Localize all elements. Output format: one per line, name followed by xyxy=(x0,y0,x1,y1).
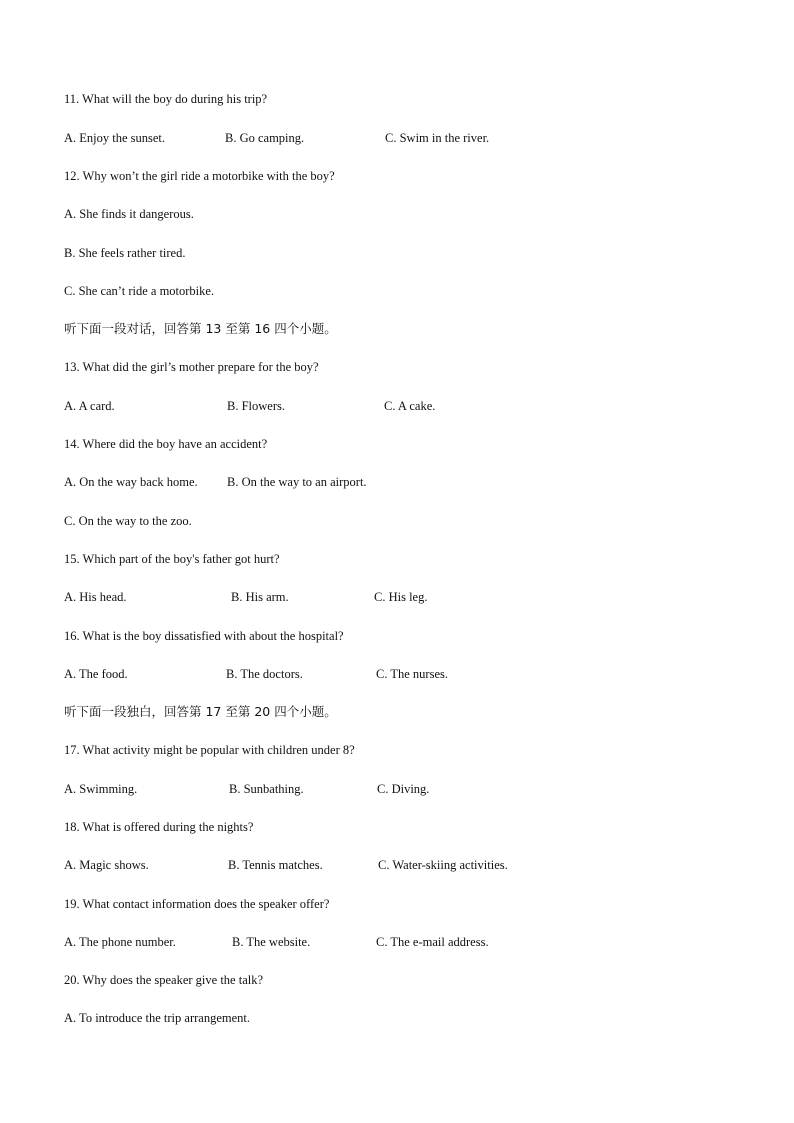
q12-option-c: C. She can’t ride a motorbike. xyxy=(64,284,215,298)
q14-option-a: A. On the way back home. xyxy=(64,475,198,489)
q11-option-b: B. Go camping. xyxy=(225,131,305,145)
question-17: 17. What activity might be popular with children under 8? xyxy=(64,743,355,757)
q19-option-a: A. The phone number. xyxy=(64,935,176,949)
q13-option-b: B. Flowers. xyxy=(227,399,285,413)
q18-option-b: B. Tennis matches. xyxy=(228,858,323,872)
q19-option-c: C. The e-mail address. xyxy=(376,935,489,949)
q20-option-a: A. To introduce the trip arrangement. xyxy=(64,1011,250,1025)
question-14: 14. Where did the boy have an accident? xyxy=(64,437,268,451)
q18-option-a: A. Magic shows. xyxy=(64,858,149,872)
q16-option-c: C. The nurses. xyxy=(376,667,448,681)
q18-option-c: C. Water-skiing activities. xyxy=(378,858,508,872)
q15-option-c: C. His leg. xyxy=(374,590,428,604)
q15-option-b: B. His arm. xyxy=(231,590,289,604)
question-13: 13. What did the girl’s mother prepare for the boy? xyxy=(64,360,319,374)
q16-option-a: A. The food. xyxy=(64,667,128,681)
q19-option-b: B. The website. xyxy=(232,935,311,949)
question-12: 12. Why won’t the girl ride a motorbike with the boy? xyxy=(64,169,335,183)
section-instruction-13-16: 听下面一段对话，回答第 13 至第 16 四个小题。 xyxy=(64,321,337,336)
q13-option-a: A. A card. xyxy=(64,399,115,413)
q12-option-a: A. She finds it dangerous. xyxy=(64,207,194,221)
q11-option-a: A. Enjoy the sunset. xyxy=(64,131,166,145)
question-20: 20. Why does the speaker give the talk? xyxy=(64,973,264,987)
q17-option-c: C. Diving. xyxy=(377,782,430,796)
q14-option-c: C. On the way to the zoo. xyxy=(64,514,192,528)
q14-option-b: B. On the way to an airport. xyxy=(227,475,367,489)
q17-option-b: B. Sunbathing. xyxy=(229,782,304,796)
q17-option-a: A. Swimming. xyxy=(64,782,138,796)
question-15: 15. Which part of the boy's father got hurt? xyxy=(64,552,280,566)
q13-option-c: C. A cake. xyxy=(384,399,436,413)
q12-option-b: B. She feels rather tired. xyxy=(64,246,186,260)
question-18: 18. What is offered during the nights? xyxy=(64,820,254,834)
q15-option-a: A. His head. xyxy=(64,590,127,604)
question-19: 19. What contact information does the speaker offer? xyxy=(64,897,330,911)
question-16: 16. What is the boy dissatisfied with about the hospital? xyxy=(64,629,344,643)
q16-option-b: B. The doctors. xyxy=(226,667,303,681)
section-instruction-17-20: 听下面一段独白，回答第 17 至第 20 四个小题。 xyxy=(64,704,337,719)
question-11: 11. What will the boy do during his trip? xyxy=(64,92,268,106)
q11-option-c: C. Swim in the river. xyxy=(385,131,490,145)
